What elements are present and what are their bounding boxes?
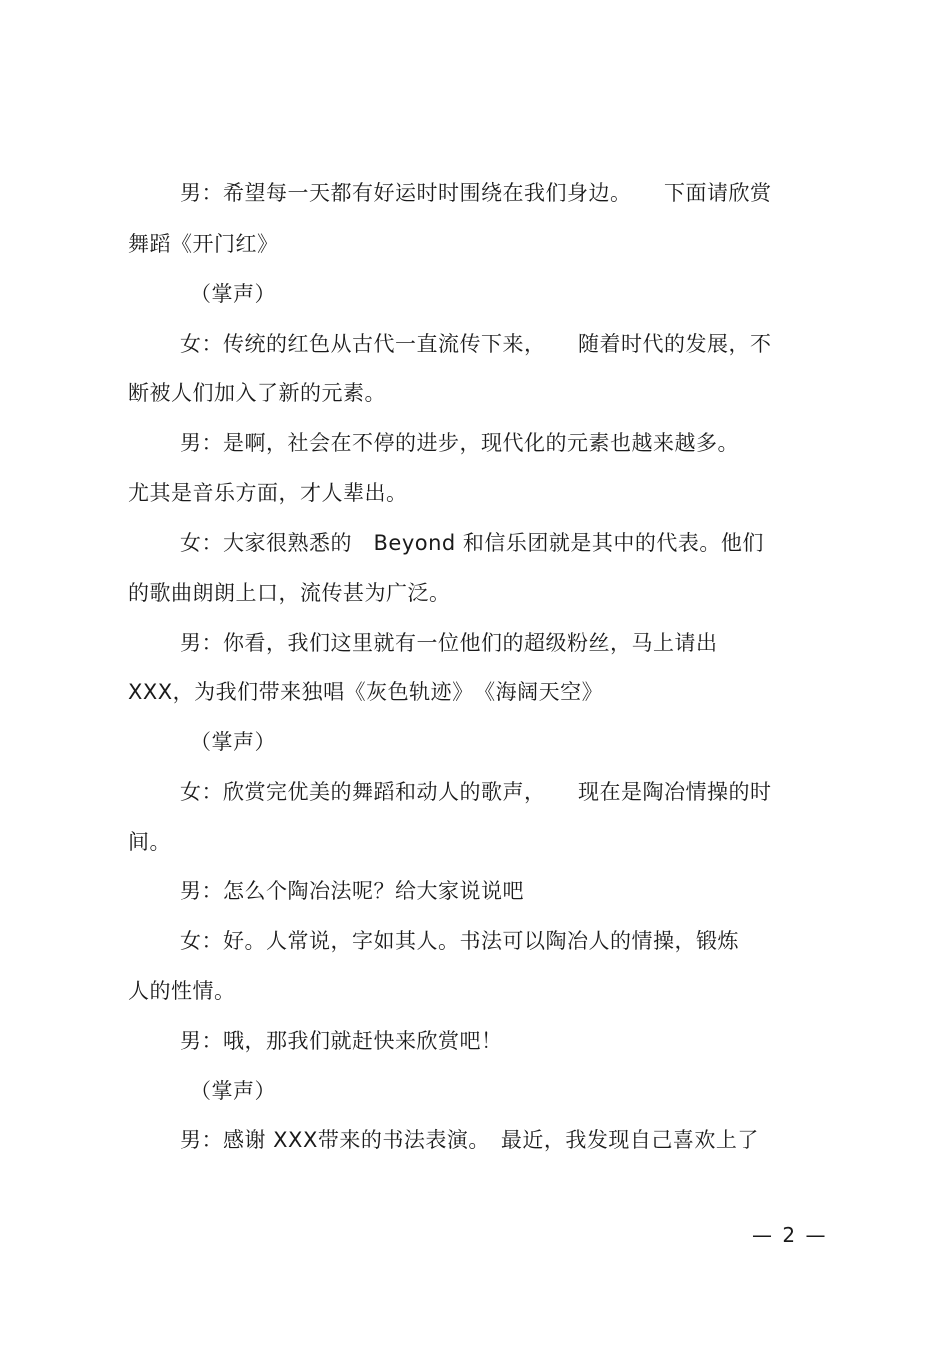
text-line-13: 女：欣赏完优美的舞蹈和动人的歌声， 现在是陶冶情操的时 [180,780,772,804]
text-line-7: 尤其是音乐方面，才人辈出。 [128,481,408,505]
text-line-18: 男：哦，那我们就赶快来欣赏吧！ [180,1029,503,1053]
text-line-16: 女：好。人常说，字如其人。书法可以陶冶人的情操，锻炼 [180,929,739,953]
text-line-10: 男：你看，我们这里就有一位他们的超级粉丝，马上请出 [180,631,718,655]
text-line-5: 断被人们加入了新的元素。 [128,381,386,405]
text-line-8: 女：大家很熟悉的 Beyond 和信乐团就是其中的代表。他们 [180,531,764,555]
text-line-14: 间。 [128,830,171,854]
text-line-4: 女：传统的红色从古代一直流传下来， 随着时代的发展，不 [180,332,772,356]
text-line-15: 男：怎么个陶冶法呢？给大家说说吧 [180,879,524,903]
text-line-6: 男：是啊，社会在不停的进步，现代化的元素也越来越多。 [180,431,739,455]
text-line-3: （掌声） [190,282,276,306]
page-number: — 2 — [752,1223,828,1247]
text-line-2: 舞蹈《开门红》 [128,232,279,256]
text-line-20: 男：感谢 XXX带来的书法表演。 最近，我发现自己喜欢上了 [180,1128,759,1152]
text-line-9: 的歌曲朗朗上口，流传甚为广泛。 [128,581,451,605]
text-line-17: 人的性情。 [128,979,236,1003]
text-line-11: XXX，为我们带来独唱《灰色轨迹》 《海阔天空》 [128,680,604,704]
text-line-19: （掌声） [190,1079,276,1103]
text-line-12: （掌声） [190,730,276,754]
text-line-1: 男：希望每一天都有好运时时围绕在我们身边。 下面请欣赏 [180,181,772,205]
